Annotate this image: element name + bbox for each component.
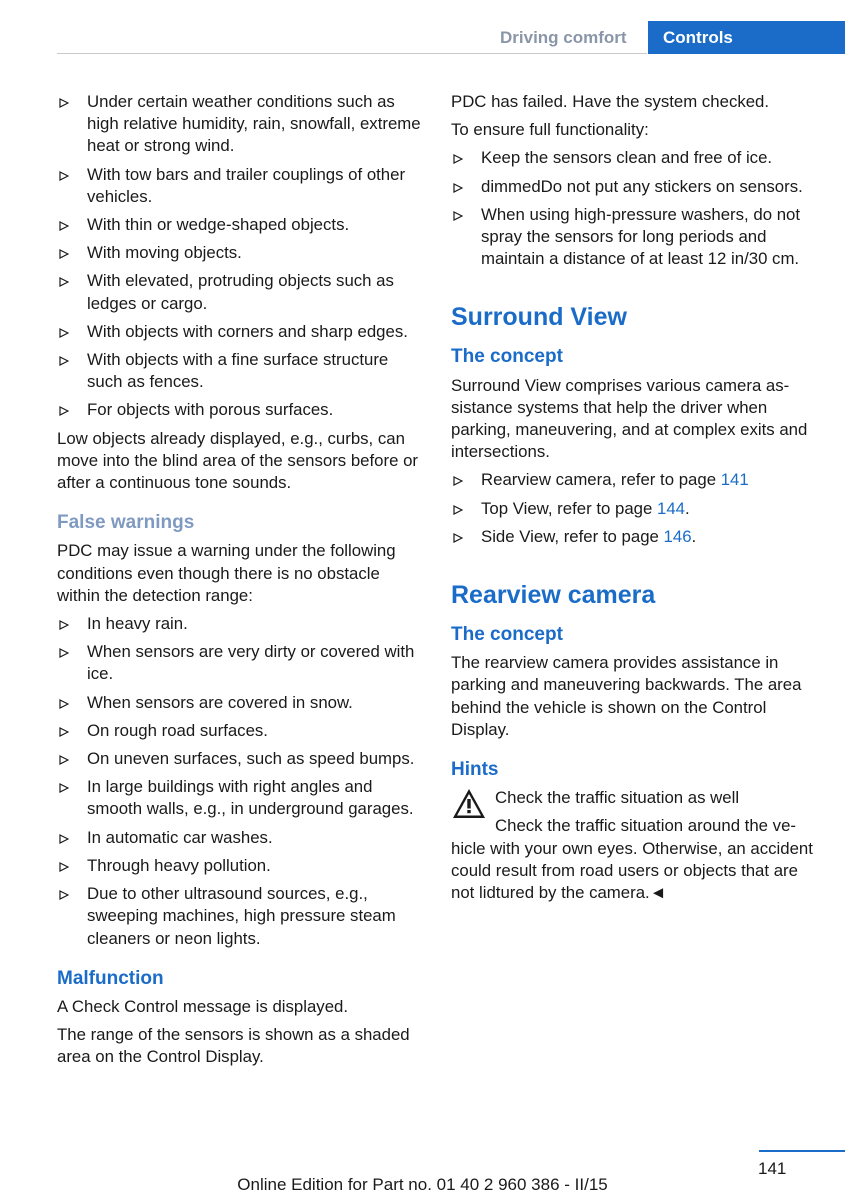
list-item: With tow bars and trailer couplings of other vehicles. xyxy=(57,164,425,208)
warning-block xyxy=(451,787,823,904)
rearview-concept-heading: The concept xyxy=(451,624,563,646)
bullet-triangle-icon xyxy=(57,855,73,877)
false-warnings-list xyxy=(57,613,425,950)
bullet-triangle-icon xyxy=(57,214,73,236)
bullet-triangle-icon xyxy=(451,204,467,226)
false-warnings-heading: False warnings xyxy=(57,512,195,534)
bullet-triangle-icon xyxy=(57,613,73,635)
limitations-list xyxy=(57,91,425,422)
bullet-triangle-icon xyxy=(57,164,73,186)
list-item: In automatic car washes. xyxy=(57,827,425,849)
bullet-triangle-icon xyxy=(451,147,467,169)
list-item: Top View, refer to page 144. xyxy=(451,498,823,520)
ensure-paragraph: To ensure full functionality: xyxy=(451,120,649,140)
rearview-camera-heading: Rearview camera xyxy=(451,581,656,610)
hints-heading: Hints xyxy=(451,759,499,781)
list-item: Rearview camera, refer to page 141 xyxy=(451,469,823,491)
surround-concept-paragraph: Surround View comprises various camera assistance systems that help the driver when parking, maneuvering, and at complex exits and intersections. xyxy=(451,375,808,462)
bullet-triangle-icon xyxy=(451,176,467,198)
bullet-triangle-icon xyxy=(57,827,73,849)
right-column xyxy=(451,91,823,904)
malfunction-heading: Malfunction xyxy=(57,967,164,989)
list-item: With elevated, protruding objects such as ledges or cargo. xyxy=(57,270,425,314)
bullet-triangle-icon xyxy=(57,883,73,905)
low-objects-paragraph: Low objects already displayed, e.g., curbs, can move into the blind area of the sensors before or after a continuous tone sounds. xyxy=(57,428,419,493)
warning-title: Check the traffic situation as well xyxy=(495,788,740,808)
surround-view-heading: Surround View xyxy=(451,303,627,332)
list-item: On rough road surfaces. xyxy=(57,720,425,742)
bullet-triangle-icon xyxy=(57,399,73,421)
header-rule xyxy=(57,53,647,54)
list-item: With objects with a fine surface structure such as fences. xyxy=(57,349,425,393)
warning-body: Check the traffic situation around the vehicle with your own eyes. Otherwise, an accident could result from road users or objects that are not lidtured by the camera.◄ xyxy=(451,816,813,903)
list-item: For objects with porous surfaces. xyxy=(57,399,425,421)
list-item: Due to other ultrasound sources, e.g., sweeping machines, high pressure steam cleaners or neon lights. xyxy=(57,883,425,950)
list-item: Through heavy pollution. xyxy=(57,855,425,877)
list-item: With thin or wedge-shaped objects. xyxy=(57,214,425,236)
page-link[interactable]: 144 xyxy=(657,498,686,518)
warning-triangle-icon xyxy=(451,787,487,821)
bullet-triangle-icon xyxy=(451,526,467,548)
page-number: 141 xyxy=(758,1159,787,1178)
page-link[interactable]: 146 xyxy=(663,526,692,546)
footer-edition: Online Edition for Part no. 01 40 2 960 386 - II/15 xyxy=(237,1175,608,1194)
list-item: Under certain weather conditions such as high relative humidity, rain, snowfall, extreme heat or strong wind. xyxy=(57,91,425,158)
malfunction-paragraph: The range of the sensors is shown as a shaded area on the Control Display. xyxy=(57,1025,410,1067)
false-warnings-intro: PDC may issue a warning under the following conditions even though there is no obstacle within the detection range: xyxy=(57,541,396,605)
ensure-list xyxy=(451,147,823,270)
page-number-rule xyxy=(759,1150,845,1152)
end-mark: ◄ xyxy=(649,883,667,903)
pdc-failed-paragraph: PDC has failed. Have the system checked. xyxy=(451,92,770,111)
list-item: With moving objects. xyxy=(57,242,425,264)
bullet-triangle-icon xyxy=(57,270,73,292)
bullet-triangle-icon xyxy=(451,498,467,520)
bullet-triangle-icon xyxy=(57,776,73,798)
page-link[interactable]: 141 xyxy=(720,470,749,490)
bullet-triangle-icon xyxy=(57,748,73,770)
surround-refs-list xyxy=(451,469,823,548)
list-item: In large buildings with right angles and smooth walls, e.g., in underground garages. xyxy=(57,776,425,820)
header-section-title: Driving comfort xyxy=(500,28,627,47)
list-item: When using high-pressure washers, do not spray the sensors for long periods and maintain a distance of at least 12 in/30 cm. xyxy=(451,204,823,271)
surround-concept-heading: The concept xyxy=(451,346,563,368)
bullet-triangle-icon xyxy=(451,469,467,491)
bullet-triangle-icon xyxy=(57,641,73,663)
list-item: dimmedDo not put any stickers on sensors. xyxy=(451,176,823,198)
list-item: Keep the sensors clean and free of ice. xyxy=(451,147,823,169)
header-chapter-tab: Controls xyxy=(648,21,845,54)
list-item: Side View, refer to page 146. xyxy=(451,526,823,548)
list-item: When sensors are covered in snow. xyxy=(57,692,425,714)
list-item: With objects with corners and sharp edges. xyxy=(57,321,425,343)
left-column xyxy=(57,91,425,1075)
bullet-triangle-icon xyxy=(57,242,73,264)
malfunction-paragraph: A Check Control message is displayed. xyxy=(57,996,349,1016)
list-item: When sensors are very dirty or covered with ice. xyxy=(57,641,425,685)
bullet-triangle-icon xyxy=(57,321,73,343)
list-item: In heavy rain. xyxy=(57,613,425,635)
bullet-triangle-icon xyxy=(57,91,73,113)
list-item: On uneven surfaces, such as speed bumps. xyxy=(57,748,425,770)
bullet-triangle-icon xyxy=(57,720,73,742)
rearview-concept-paragraph: The rearview camera provides assistance in parking and maneuvering backwards. The area behind the vehicle is shown on the Control Display. xyxy=(451,653,802,739)
bullet-triangle-icon xyxy=(57,349,73,371)
bullet-triangle-icon xyxy=(57,692,73,714)
